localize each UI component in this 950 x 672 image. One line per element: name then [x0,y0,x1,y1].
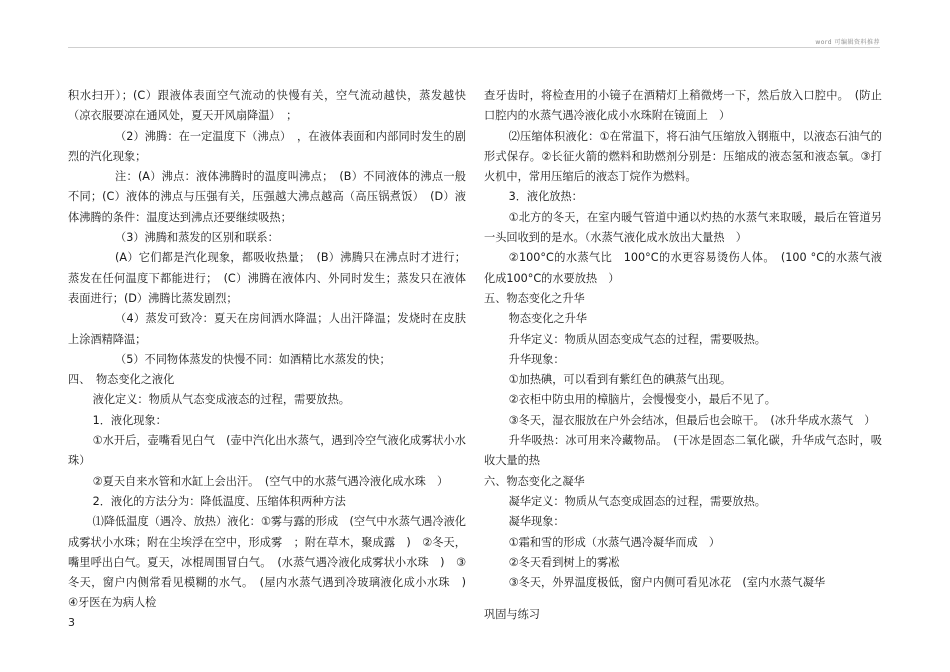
paragraph: 物态变化之升华 [508,312,587,326]
paragraph: ①水开后，壶嘴看见白气 (壶中汽化出水蒸气，遇到冷空气液化成雾状小水珠） [68,434,466,468]
paragraph: （4）蒸发可致冷：夏天在房间洒水降温；人出汗降温；发烧时在皮肤上涂酒精降温； [68,312,466,346]
paragraph: 凝华现象： [508,515,565,529]
paragraph: ⑵压缩体积液化：①在常温下，将石油气压缩放入钢瓶中，以液态石油气的形式保存。②长征火箭的燃料和助燃剂分别是：压缩成的液态氢和液态氧。③打火机中，常用压缩后的液态丁烷作为燃料。 [484,129,882,184]
paragraph: ③冬天，外界温度极低，窗户内侧可看见冰花 (室内水蒸气凝华 [508,576,826,590]
paragraph: (A）它们都是汽化现象，都吸收热量； (B）沸腾只在沸点时才进行；蒸发在任何温度下都能进行； (C）沸腾在液体内、外同时发生；蒸发只在液体表面进行；(D）沸腾比蒸发剧烈； [68,251,466,305]
paragraph: 升华定义：物质从固态变成气态的过程，需要吸热。 [508,332,766,346]
right-column [484,86,882,626]
paragraph: （3）沸腾和蒸发的区别和联系： [115,231,279,245]
paragraph: 六、物态变化之凝华 [484,474,585,488]
paragraph-gap [484,593,882,605]
paragraph: ①北方的冬天，在室内暖气管道中通以灼热的水蒸气来取暖，最后在管道另一头回收到的是水。（水蒸气液化成水放出大量热 ） [484,210,882,245]
left-column [68,86,478,614]
paragraph: 注：(A）沸点：液体沸腾时的温度叫沸点； (B）不同液体的沸点一般不同；(C）液体的沸点与压强有关，压强越大沸点越高（高压锅煮饭） (D）液体沸腾的条件：温度达到沸点还要继续吸热； [68,170,466,224]
paragraph: ②100°C的水蒸气比 100°C的水更容易烫伤人体。 (100 °C的水蒸气液化成100°C的水要放热 ） [484,251,882,285]
paragraph: 查牙齿时，将检查用的小镜子在酒精灯上稍微烤一下，然后放入口腔中。 (防止口腔内的水蒸气遇冷液化成小水珠附在镜面上 ） [484,89,882,123]
paragraph: ①霜和雪的形成（水蒸气遇冷凝华而成 ） [508,535,721,549]
paragraph: ③冬天，湿衣服放在户外会结冰，但最后也会晾干。 (冰升华成水蒸气 ） [508,413,876,427]
page-number: 3 [68,616,75,629]
paragraph: 升华现象： [508,352,565,366]
paragraph: 凝华定义：物质从气态变成固态的过程，需要放热。 [508,494,766,508]
header-divider [68,47,880,48]
paragraph: ⑴降低温度（遇冷、放热）液化：①雾与露的形成 (空气中水蒸气遇冷液化成雾状小水珠；附在尘埃浮在空中，形成雾 ；附在草木，聚成露 ) ②冬天，嘴里呼出白气。夏天，冰棍周围冒白气。 (水蒸气遇冷液化成雾状小水珠 ) ③冬天，窗户内侧常看见模糊的水气。 (屋内水蒸气遇到冷玻璃液化成小水珠 ) ④牙医在为病人检 [68,515,478,610]
paragraph: （5）不同物体蒸发的快慢不同：如酒精比水蒸发的快； [115,352,391,366]
paragraph: ②冬天看到树上的雾凇 [508,555,620,569]
paragraph: 液化定义：物质从气态变成液态的过程，需要放热。 [92,393,350,407]
paragraph: 积水扫开）；(C）跟液体表面空气流动的快慢有关，空气流动越快，蒸发越快（凉衣服要凉在通风处，夏天开风扇降温） ； [68,89,466,123]
paragraph: 3．液化放热： [508,190,583,204]
paragraph: 1．液化现象： [92,413,167,427]
paragraph: ②夏天自来水管和水缸上会出汗。 (空气中的水蒸气遇冷液化成水珠 ） [92,474,449,488]
paragraph: （2）沸腾：在一定温度下（沸点） ，在液体表面和内部同时发生的剧烈的汽化现象； [68,129,466,163]
header-note: word 可编辑资料推荐 [815,39,880,46]
paragraph: 2．液化的方法分为：降低温度、压缩体积两种方法 [92,494,346,508]
paragraph: ②衣柜中防虫用的樟脑片，会慢慢变小，最后不见了。 [508,393,776,407]
paragraph: 升华吸热：冰可用来冷藏物品。 (干冰是固态二氧化碳，升华成气态时，吸收大量的热 [484,434,882,468]
paragraph: ①加热碘，可以看到有紫红色的碘蒸气出现。 [508,373,732,387]
paragraph: 四、 物态变化之液化 [68,373,175,387]
paragraph: 五、物态变化之升华 [484,291,585,305]
paragraph: 巩固与练习 [484,608,540,622]
